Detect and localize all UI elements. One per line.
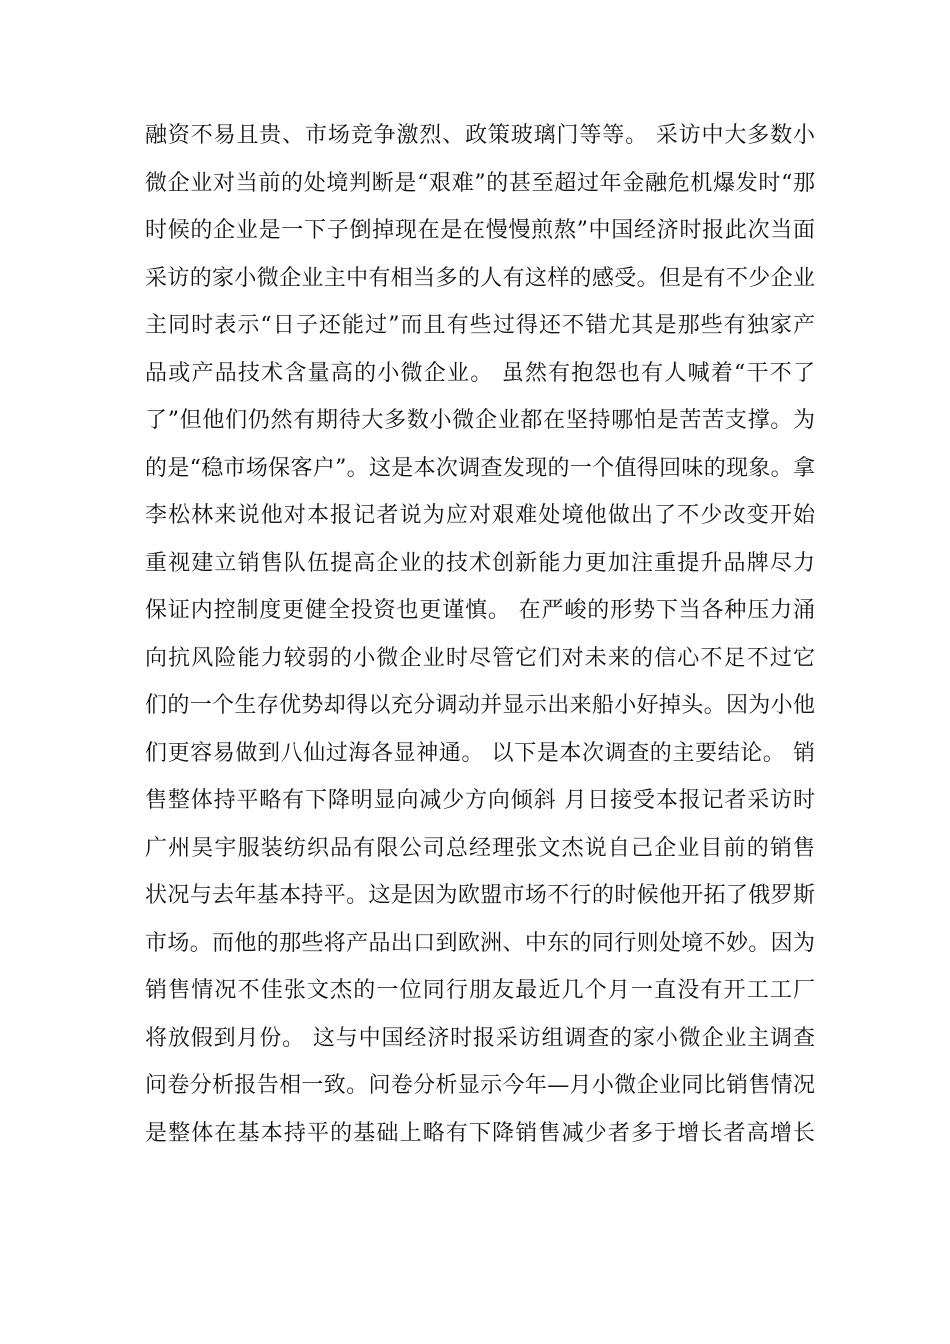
text-line: 市场。而他的那些将产品出口到欧洲、中东的同行则处境不妙。因为: [145, 930, 815, 956]
text-line: 的是“稳市场保客户”。这是本次调查发现的一个值得回味的现象。拿: [145, 455, 815, 481]
text-line: 品或产品技术含量高的小微企业。 虽然有抱怨也有人喊着“干不了: [145, 360, 815, 386]
text-line: 主同时表示“日子还能过”而且有些过得还不错尤其是那些有独家产: [145, 313, 815, 338]
text-line: 广州昊宇服装纺织品有限公司总经理张文杰说自己企业目前的销售: [145, 835, 815, 861]
text-line: 将放假到月份。 这与中国经济时报采访组调查的家小微企业主调查: [145, 1025, 815, 1051]
text-line: 融资不易且贵、市场竞争激烈、政策玻璃门等等。 采访中大多数小: [145, 123, 815, 148]
text-line: 状况与去年基本持平。这是因为欧盟市场不行的时候他开拓了俄罗斯: [145, 883, 815, 908]
text-line: 保证内控制度更健全投资也更谨慎。 在严峻的形势下当各种压力涌: [145, 598, 815, 623]
text-line: 们的一个生存优势却得以充分调动并显示出来船小好掉头。因为小他: [145, 693, 815, 718]
text-line: 采访的家小微企业主中有相当多的人有这样的感受。但是有不少企业: [145, 265, 815, 291]
text-line: 销售情况不佳张文杰的一位同行朋友最近几个月一直没有开工工厂: [145, 978, 815, 1003]
text-line: 时候的企业是一下子倒掉现在是在慢慢煎熬”中国经济时报此次当面: [145, 218, 815, 243]
text-line: 们更容易做到八仙过海各显神通。 以下是本次调查的主要结论。 销: [145, 740, 815, 766]
body-text: [145, 112, 815, 1157]
text-line: 是整体在基本持平的基础上略有下降销售减少者多于增长者高增长: [145, 1120, 815, 1146]
text-line: 了”但他们仍然有期待大多数小微企业都在坚持哪怕是苦苦支撑。为: [145, 408, 815, 433]
text-line: 售整体持平略有下降明显向减少方向倾斜 月日接受本报记者采访时: [145, 788, 815, 813]
text-line: 重视建立销售队伍提高企业的技术创新能力更加注重提升品牌尽力: [145, 550, 815, 576]
text-line: 向抗风险能力较弱的小微企业时尽管它们对未来的信心不足不过它: [145, 645, 815, 671]
text-line: 微企业对当前的处境判断是“艰难”的甚至超过年金融危机爆发时“那: [145, 170, 815, 196]
text-line: 问卷分析报告相一致。问卷分析显示今年—月小微企业同比销售情况: [145, 1073, 815, 1098]
text-line: 李松林来说他对本报记者说为应对艰难处境他做出了不少改变开始: [145, 503, 815, 528]
